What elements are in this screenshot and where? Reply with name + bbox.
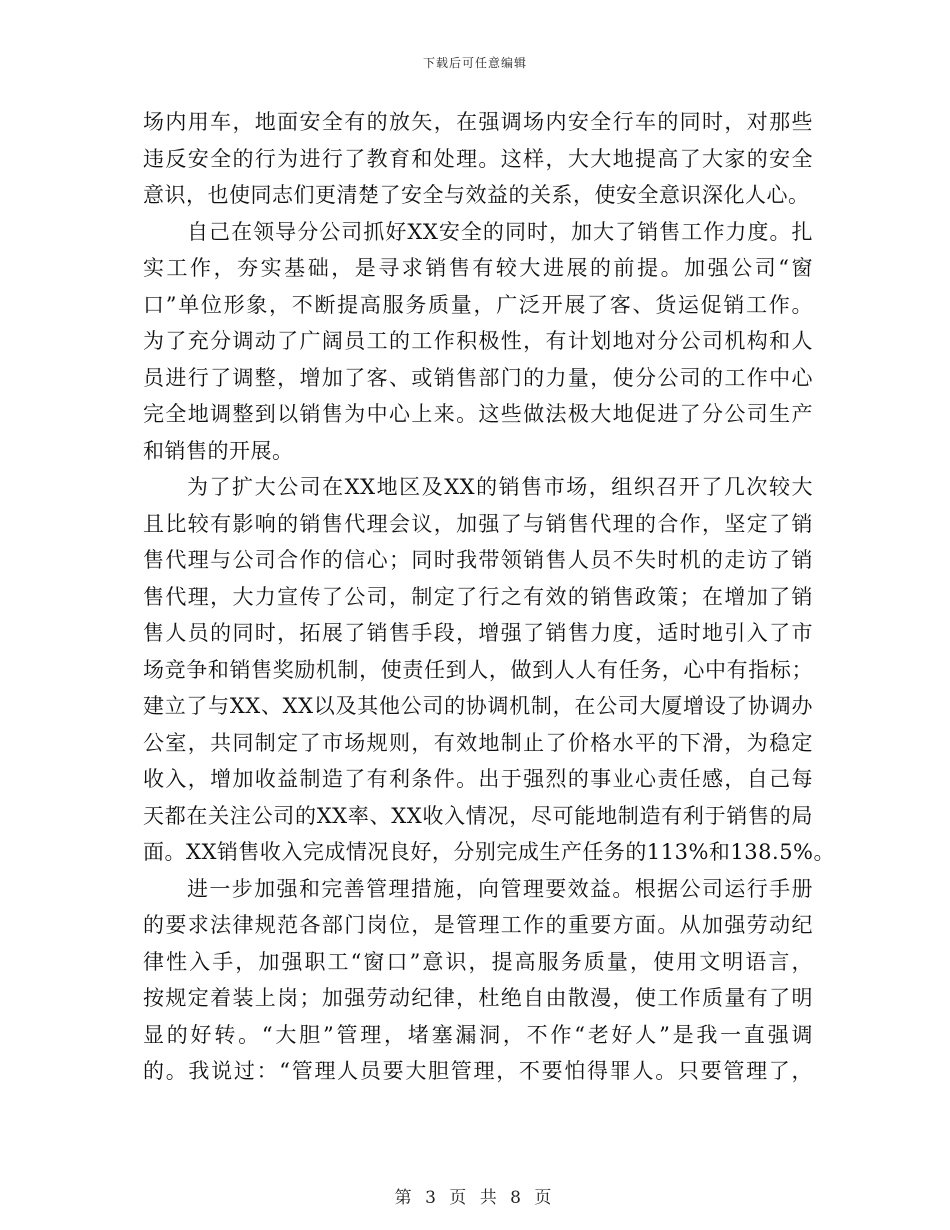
text-line: 和销售的开展。 [143, 438, 294, 463]
text-line: 售代理，大力宣传了公司，制定了行之有效的销售政策；在增加了销 [143, 584, 813, 609]
text-line: 为了扩大公司在XX地区及XX的销售市场，组织召开了几次较大 [187, 475, 813, 499]
text-line: 员进行了调整，增加了客、或销售部门的力量，使分公司的工作中心 [143, 365, 813, 390]
text-line: 场内用车，地面安全有的放矢，在强调场内安全行车的同时，对那些 [143, 110, 813, 134]
text-line: 场竞争和销售奖励机制，使责任到人，做到人人有任务，心中有指标； [143, 657, 813, 682]
text-line: 口”单位形象，不断提高服务质量，广泛开展了客、货运促销工作。 [143, 292, 813, 317]
text-line: 的要求法律规范各部门岗位，是管理工作的重要方面。从加强劳动纪 [143, 913, 813, 937]
text-line: 显的好转。“大胆”管理，堵塞漏洞，不作“老好人”是我一直强调 [143, 1022, 813, 1047]
text-line: 实工作，夯实基础，是寻求销售有较大进展的前提。加强公司“窗 [143, 256, 813, 280]
text-line: 天都在关注公司的XX率、XX收入情况，尽可能地制造有利于销售的局 [143, 803, 813, 828]
text-line: 律性入手，加强职工“窗口”意识，提高服务质量，使用文明语言， [143, 949, 813, 974]
text-line: 售代理与公司合作的信心；同时我带领销售人员不失时机的走访了销 [143, 548, 813, 572]
text-line: 建立了与XX、XX以及其他公司的协调机制，在公司大厦增设了协调办 [143, 694, 813, 718]
text-line: 的。我说过：“管理人员要大胆管理，不要怕得罪人。只要管理了， [143, 1059, 813, 1083]
text-line: 完全地调整到以销售为中心上来。这些做法极大地促进了分公司生产 [143, 402, 813, 426]
text-line: 收入，增加收益制造了有利条件。出于强烈的事业心责任感，自己每 [143, 767, 813, 791]
text-line: 且比较有影响的销售代理会议，加强了与销售代理的合作，坚定了销 [143, 511, 813, 536]
page-header: 下载后可任意编辑 [422, 56, 527, 70]
document-body [143, 104, 836, 1090]
text-line: 进一步加强和完善管理措施，向管理要效益。根据公司运行手册 [187, 876, 813, 901]
text-line: 自己在领导分公司抓好XX安全的同时，加大了销售工作力度。扎 [187, 219, 813, 244]
page-footer: 第 3 页 共 8 页 [394, 1188, 556, 1208]
text-line: 按规定着装上岗；加强劳动纪律，杜绝自由散漫，使工作质量有了明 [143, 986, 813, 1010]
text-line: 公室，共同制定了市场规则，有效地制止了价格水平的下滑，为稳定 [143, 730, 813, 755]
text-line: 售人员的同时，拓展了销售手段，增强了销售力度，适时地引入了市 [143, 621, 813, 645]
text-line: 面。XX销售收入完成情况良好，分别完成生产任务的113%和138.5%。 [143, 840, 836, 864]
text-line: 违反安全的行为进行了教育和处理。这样，大大地提高了大家的安全 [143, 146, 813, 171]
text-line: 意识，也使同志们更清楚了安全与效益的关系，使安全意识深化人心。 [143, 183, 810, 207]
text-line: 为了充分调动了广阔员工的工作积极性，有计划地对分公司机构和人 [143, 329, 813, 353]
